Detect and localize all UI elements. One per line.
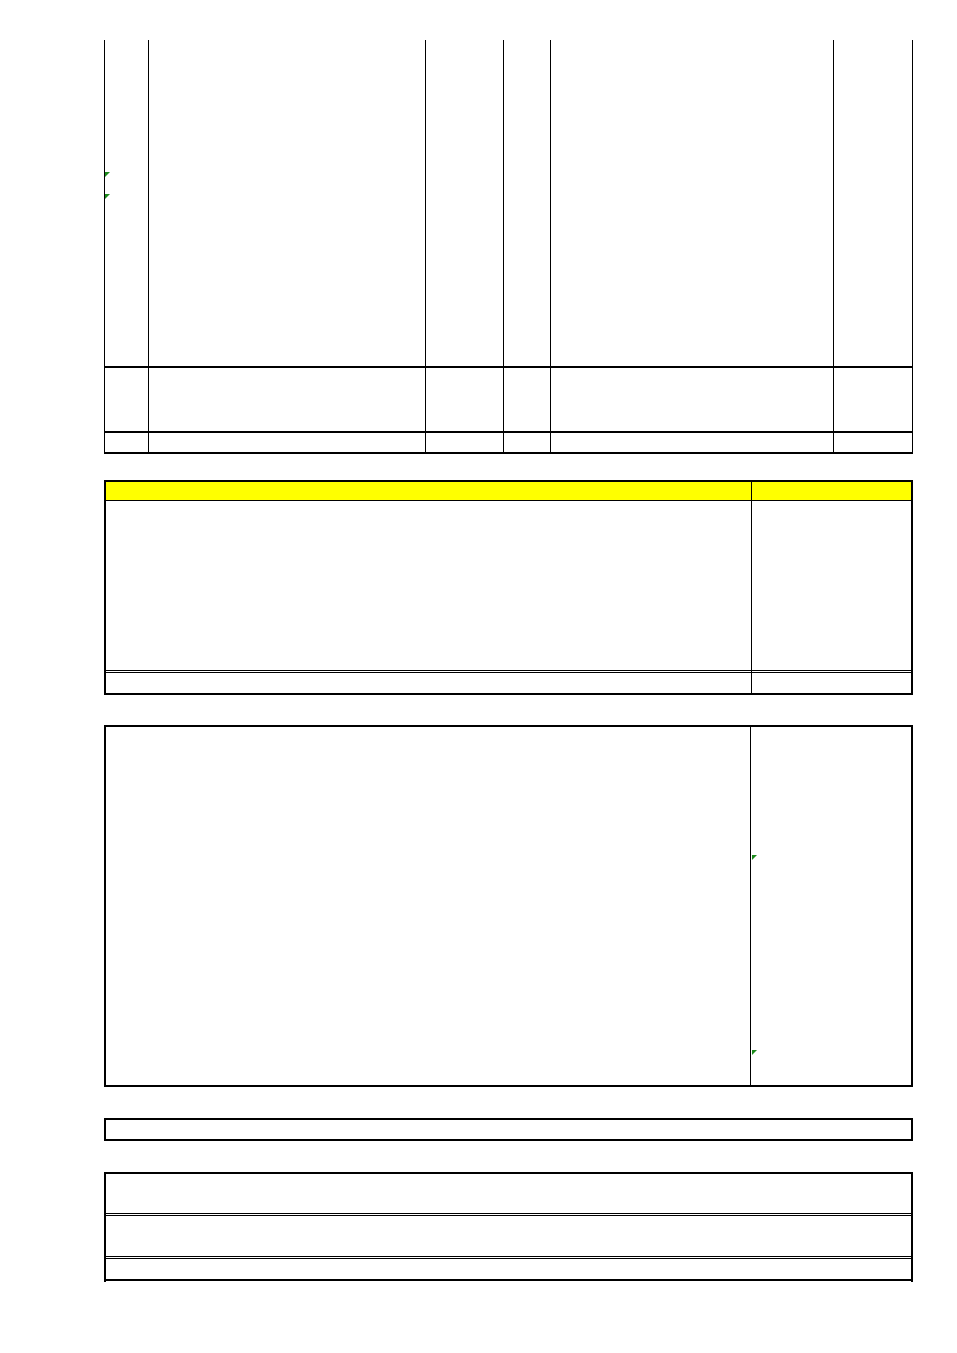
comment-marker <box>105 172 110 177</box>
highlight-row <box>104 480 912 501</box>
comment-marker <box>752 855 757 860</box>
highlight-label <box>107 484 123 496</box>
comment-marker <box>105 194 110 199</box>
comment-marker <box>752 1050 757 1055</box>
